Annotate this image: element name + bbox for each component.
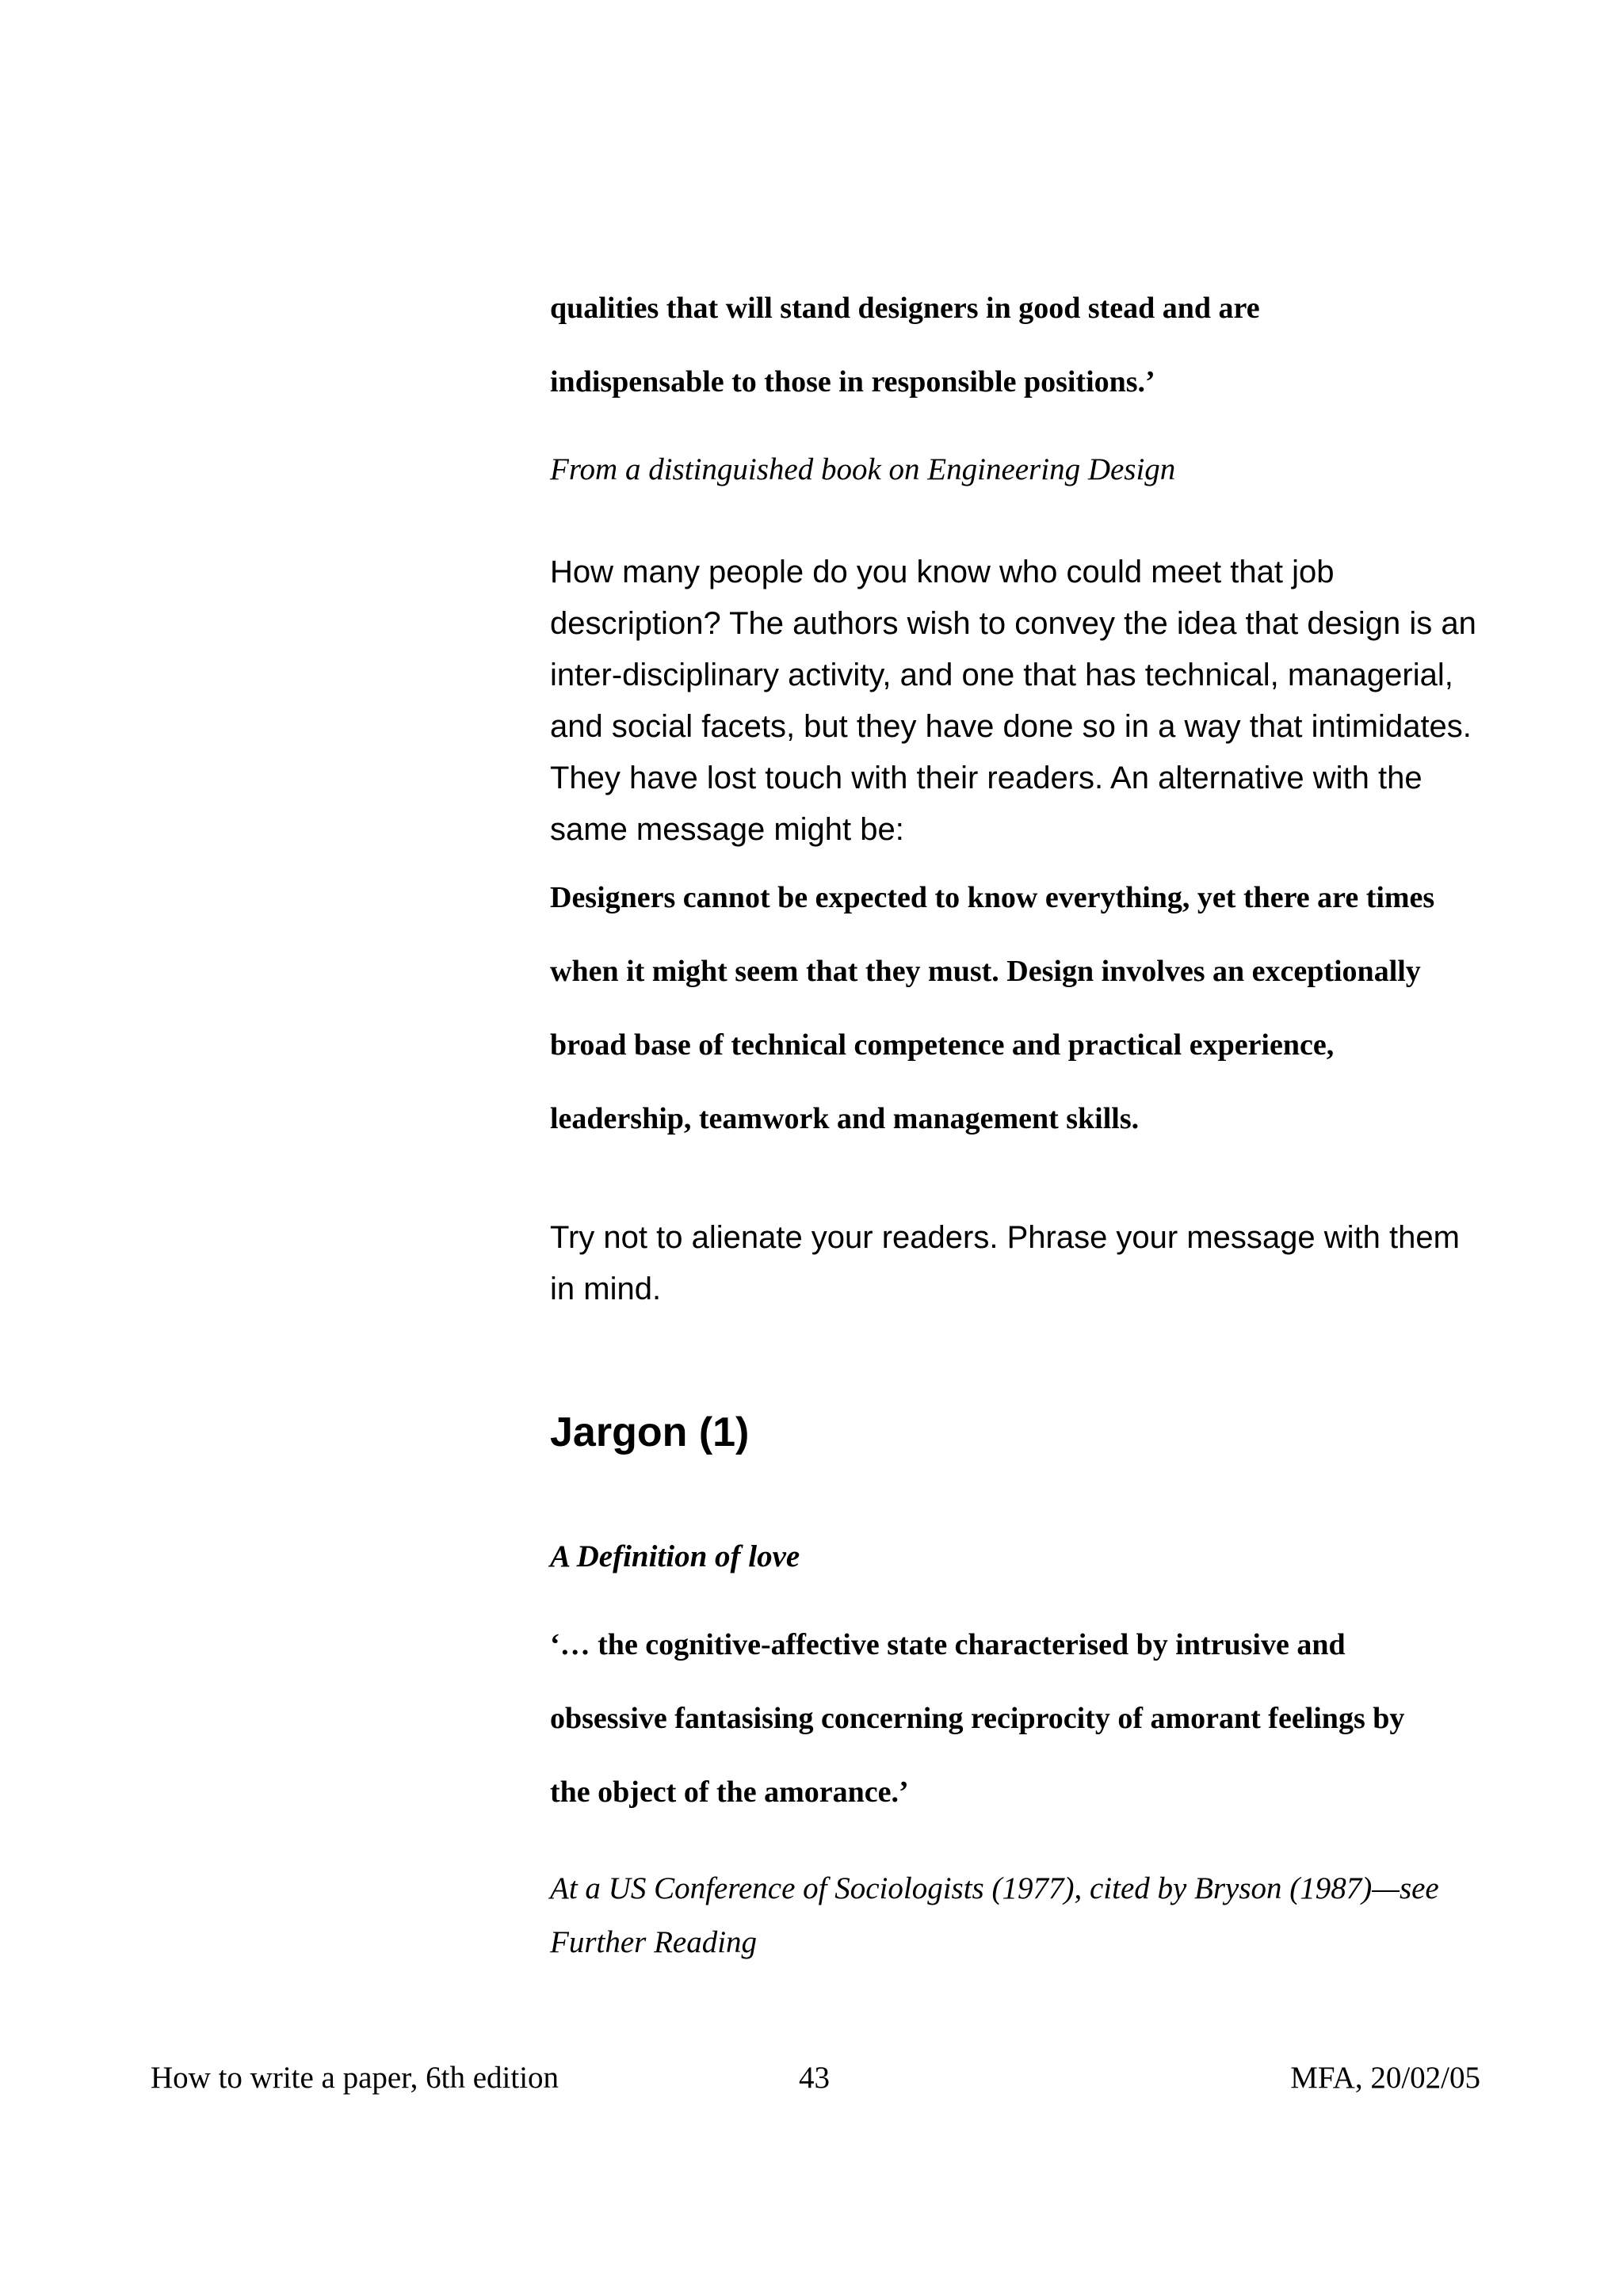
definition-line: obsessive fantasising concerning reciprocity of amorant feelings by	[550, 1702, 1405, 1735]
body-paragraph-2	[550, 1212, 1460, 1315]
definition-source	[550, 1862, 1439, 1970]
body-line: same message might be:	[550, 812, 904, 847]
body-paragraph-1	[550, 547, 1476, 856]
definition-line: the object of the amorance.’	[550, 1775, 909, 1809]
quote-line: indispensable to those in responsible positions.’	[550, 365, 1155, 399]
alternative-line: broad base of technical competence and practical experience,	[550, 1028, 1335, 1062]
definition-quote	[550, 1608, 1404, 1829]
section-subheading: A Definition of love	[550, 1539, 800, 1573]
body-line: inter-disciplinary activity, and one that has technical, managerial,	[550, 658, 1453, 692]
section-heading: Jargon (1)	[550, 1409, 750, 1455]
body-line: and social facets, but they have done so in a way that intimidates.	[550, 709, 1472, 744]
body-line: How many people do you know who could meet that job	[550, 555, 1335, 589]
body-line: They have lost touch with their readers. An alternative with the	[550, 761, 1423, 795]
body-line: in mind.	[550, 1272, 662, 1306]
body-line: description? The authors wish to convey the idea that design is an	[550, 606, 1476, 641]
body-line: Try not to alienate your readers. Phrase your message with them	[550, 1220, 1460, 1255]
quote-line: qualities that will stand designers in good stead and are	[550, 292, 1260, 325]
source-line: Further Reading	[550, 1925, 758, 1959]
footer-title: How to write a paper, 6th edition	[151, 2061, 559, 2095]
footer-author-date: MFA, 20/02/05	[1290, 2061, 1480, 2095]
alternative-line: Designers cannot be expected to know everything, yet there are times	[550, 881, 1435, 914]
alternative-line: when it might seem that they must. Design involves an exceptionally	[550, 955, 1421, 988]
alternative-line: leadership, teamwork and management skills.	[550, 1102, 1140, 1135]
source-line: At a US Conference of Sociologists (1977), cited by Bryson (1987)—see	[550, 1871, 1439, 1905]
alternative-text	[550, 861, 1434, 1156]
quote-source: From a distinguished book on Engineering Design	[550, 452, 1176, 486]
quote-continuation	[550, 272, 1260, 419]
page-number: 43	[799, 2061, 830, 2095]
definition-line: ‘… the cognitive-affective state characterised by intrusive and	[550, 1628, 1346, 1661]
